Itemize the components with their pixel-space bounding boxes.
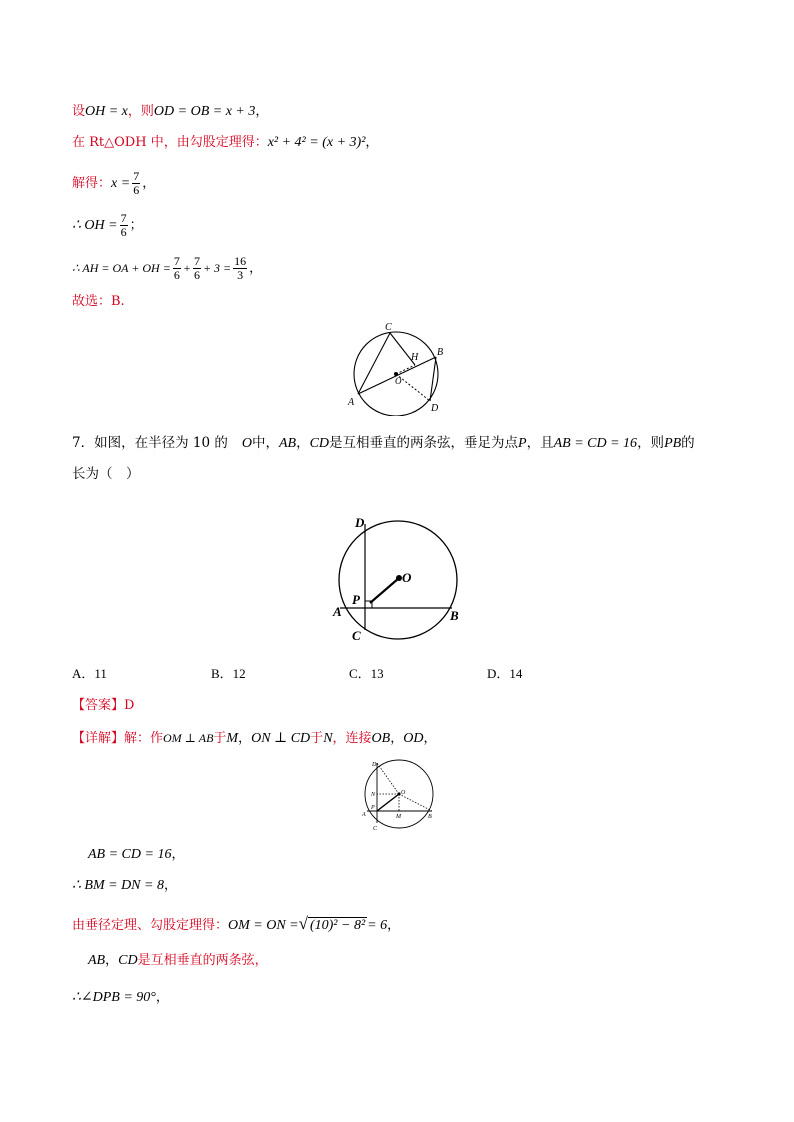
math: P [518, 436, 527, 451]
text: 的 [681, 435, 695, 451]
label-C: C [352, 628, 361, 643]
math: x² + 4² = (x + 3)² [267, 135, 366, 150]
segment-OD [377, 763, 399, 794]
label-O: O [395, 376, 402, 386]
text: ， [390, 731, 404, 746]
label-B: B [428, 814, 432, 820]
numerator: 7 [133, 169, 140, 183]
math: x = [111, 176, 131, 191]
denominator: 6 [120, 225, 127, 239]
denominator: 6 [193, 268, 200, 282]
segment-PO [377, 794, 399, 811]
solution2-line-4 [88, 951, 268, 971]
math: O [241, 436, 252, 451]
fraction [173, 255, 181, 282]
label-D: D [431, 403, 439, 414]
text: ， [171, 847, 185, 862]
label-A: A [348, 397, 355, 408]
text: ， [142, 176, 156, 191]
fraction [120, 212, 128, 239]
text: ； [129, 218, 143, 233]
label-P: P [352, 592, 360, 607]
label-O: O [401, 790, 406, 796]
numerator: 7 [173, 254, 180, 268]
text: ， [387, 918, 401, 933]
text: 7．如图，在半径为 10 的 [72, 435, 228, 451]
math: CD [309, 436, 330, 451]
text: ， [249, 261, 263, 276]
fraction [193, 255, 201, 282]
question-7-line-1 [72, 433, 695, 454]
math: OM ⊥ AB [163, 731, 214, 745]
denominator: 6 [173, 268, 180, 282]
label-D: D [355, 515, 365, 530]
solution2-line-2 [72, 876, 177, 896]
solution-line-6 [72, 292, 125, 312]
math: CD [118, 953, 138, 968]
text: ， [105, 953, 119, 968]
solution-line-1 [72, 102, 268, 122]
option-A[interactable] [72, 664, 107, 684]
solution2-line-1 [88, 845, 184, 865]
option-C[interactable] [349, 664, 384, 684]
sqrt-sign: √ [298, 914, 308, 933]
math: + 3 = [202, 261, 232, 275]
option-text: A．11 [72, 666, 107, 681]
solution-line-4 [72, 212, 143, 239]
option-text: B．12 [211, 666, 246, 681]
solution-line-5 [72, 255, 262, 282]
text: 解得： [72, 176, 112, 191]
text: ， [155, 990, 169, 1005]
answer-text: 【答案】D [72, 698, 135, 713]
question-7-line-2 [72, 464, 140, 484]
math: AB = CD = 16 [553, 436, 638, 451]
numerator: 16 [234, 254, 247, 268]
math: OM = ON = [228, 918, 299, 933]
label-D: D [372, 762, 377, 768]
label-N: N [371, 792, 376, 798]
text: 设 [72, 104, 86, 119]
segment-AC [358, 333, 390, 394]
option-text: C．13 [349, 666, 384, 681]
math: ∴ OH = [72, 218, 118, 233]
solution-line-2 [72, 133, 378, 153]
segment-OH [396, 365, 415, 374]
text: 是互相垂直的两条弦， [137, 953, 268, 968]
label-M: M [396, 814, 401, 820]
text: ，则 [637, 435, 665, 451]
text: 于 [213, 731, 227, 746]
solution2-line-3 [72, 914, 400, 936]
option-B[interactable] [211, 664, 246, 684]
text: 是互相垂直的两条弦，垂足为点 [329, 435, 519, 451]
math: AB [278, 436, 297, 451]
text: ， [163, 878, 177, 893]
math: AB = CD = 16 [88, 847, 172, 862]
text: ， [238, 731, 252, 746]
label-O: O [402, 570, 412, 585]
text: ，则 [127, 104, 154, 119]
label-C: C [385, 322, 392, 333]
solution-line-3 [72, 170, 155, 197]
text: 【详解】解：作 [72, 731, 164, 746]
text: 长为（ ） [72, 466, 140, 482]
text: ， [423, 731, 437, 746]
option-text: D．14 [487, 666, 523, 681]
math: = 6 [367, 918, 388, 933]
segment-PO [370, 578, 399, 603]
math: ∴∠DPB = 90° [72, 990, 156, 1005]
solution2-line-5 [72, 988, 169, 1008]
math: ∴ BM = DN = 8 [72, 878, 164, 893]
fraction [233, 255, 247, 282]
label-C: C [373, 826, 378, 832]
label-B: B [450, 608, 459, 623]
option-D[interactable] [487, 664, 522, 684]
numerator: 7 [120, 211, 127, 225]
text: 在 Rt△ODH 中，由勾股定理得： [72, 135, 268, 150]
figure-construction [358, 756, 438, 834]
answer-line [72, 696, 134, 716]
math: N [323, 731, 333, 746]
denominator: 3 [237, 268, 244, 282]
label-H: H [411, 352, 419, 363]
math: M [226, 731, 239, 746]
math: ∴ AH = OA + OH = [72, 261, 171, 275]
label-B: B [437, 347, 444, 358]
text: 中， [251, 435, 279, 451]
text: ，连接 [332, 731, 372, 746]
math: + [182, 261, 191, 275]
text: ，且 [526, 435, 554, 451]
math: OD [403, 731, 424, 746]
math: OB [371, 731, 391, 746]
segment-OB [399, 794, 432, 811]
math: ON ⊥ CD [251, 731, 311, 746]
text: 由垂径定理、勾股定理得： [72, 918, 229, 933]
math: PB [664, 436, 682, 451]
radicand: (10)² − 8² [309, 918, 366, 933]
label-A: A [362, 812, 366, 818]
denominator: 6 [133, 183, 140, 197]
text: ， [255, 104, 269, 119]
text: ， [365, 135, 379, 150]
figure-perpendicular-chords [328, 512, 468, 648]
label-A: A [333, 604, 342, 619]
text: 于 [310, 731, 324, 746]
figure-circle-chord [340, 318, 452, 416]
math: OH = x [85, 104, 128, 119]
detail-line [72, 728, 436, 749]
text: 故选：B. [72, 294, 125, 309]
label-P: P [371, 805, 375, 811]
math: OD = OB = x + 3 [153, 104, 256, 119]
text: ， [296, 435, 310, 451]
numerator: 7 [193, 254, 200, 268]
math: AB [88, 953, 106, 968]
fraction [132, 170, 140, 197]
